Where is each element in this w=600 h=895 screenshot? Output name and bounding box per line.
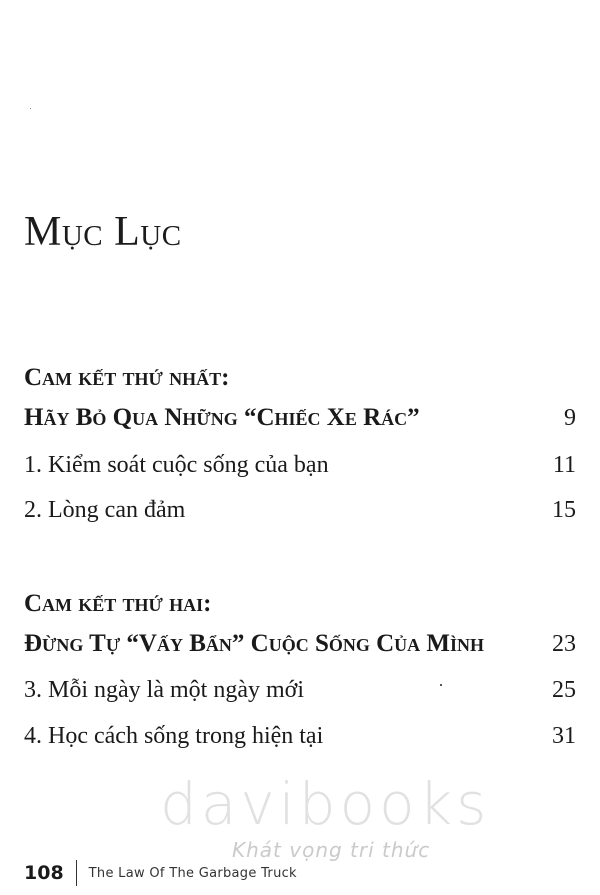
- toc-entry-label: 2. Lòng can đảm: [24, 497, 186, 523]
- toc-entry-label: 4. Học cách sống trong hiện tại: [24, 723, 324, 749]
- toc-entry-main-first: [24, 404, 576, 432]
- page-footer: [24, 858, 297, 888]
- toc-entry-chapter-1: [24, 452, 576, 479]
- toc-entry-chapter-2: [24, 497, 576, 524]
- toc-entry-chapter-4: [24, 723, 576, 750]
- toc-entry-label: 1. Kiểm soát cuộc sống của bạn: [24, 452, 329, 478]
- toc-page-number: 15: [552, 497, 576, 523]
- toc-page-number: 25: [552, 677, 576, 703]
- scan-speck: [30, 108, 31, 109]
- scan-speck: [440, 684, 442, 686]
- watermark-brand: davibooks: [160, 770, 491, 838]
- toc-entry-main-second: [24, 630, 576, 658]
- page-title: Mục Lục: [24, 209, 182, 255]
- toc-entry-label: Hãy Bỏ Qua Những “Chiếc Xe Rác”: [24, 404, 420, 431]
- toc-entry-chapter-3: [24, 677, 576, 704]
- toc-entry-label: 3. Mỗi ngày là một ngày mới: [24, 677, 304, 703]
- toc-page-number: 23: [552, 631, 576, 657]
- toc-entry-label: Đừng Tự “Vấy Bẩn” Cuộc Sống Của Mình: [24, 630, 485, 657]
- folio-page-number: 108: [24, 860, 77, 886]
- toc-page-number: 11: [552, 452, 576, 478]
- section-heading-first: Cam kết thứ nhất:: [24, 364, 230, 391]
- running-title: The Law Of The Garbage Truck: [88, 865, 297, 881]
- watermark-tagline: Khát vọng tri thức: [232, 838, 431, 862]
- toc-page-number: 9: [564, 405, 576, 431]
- section-heading-second: Cam kết thứ hai:: [24, 590, 212, 617]
- toc-page-number: 31: [552, 723, 576, 749]
